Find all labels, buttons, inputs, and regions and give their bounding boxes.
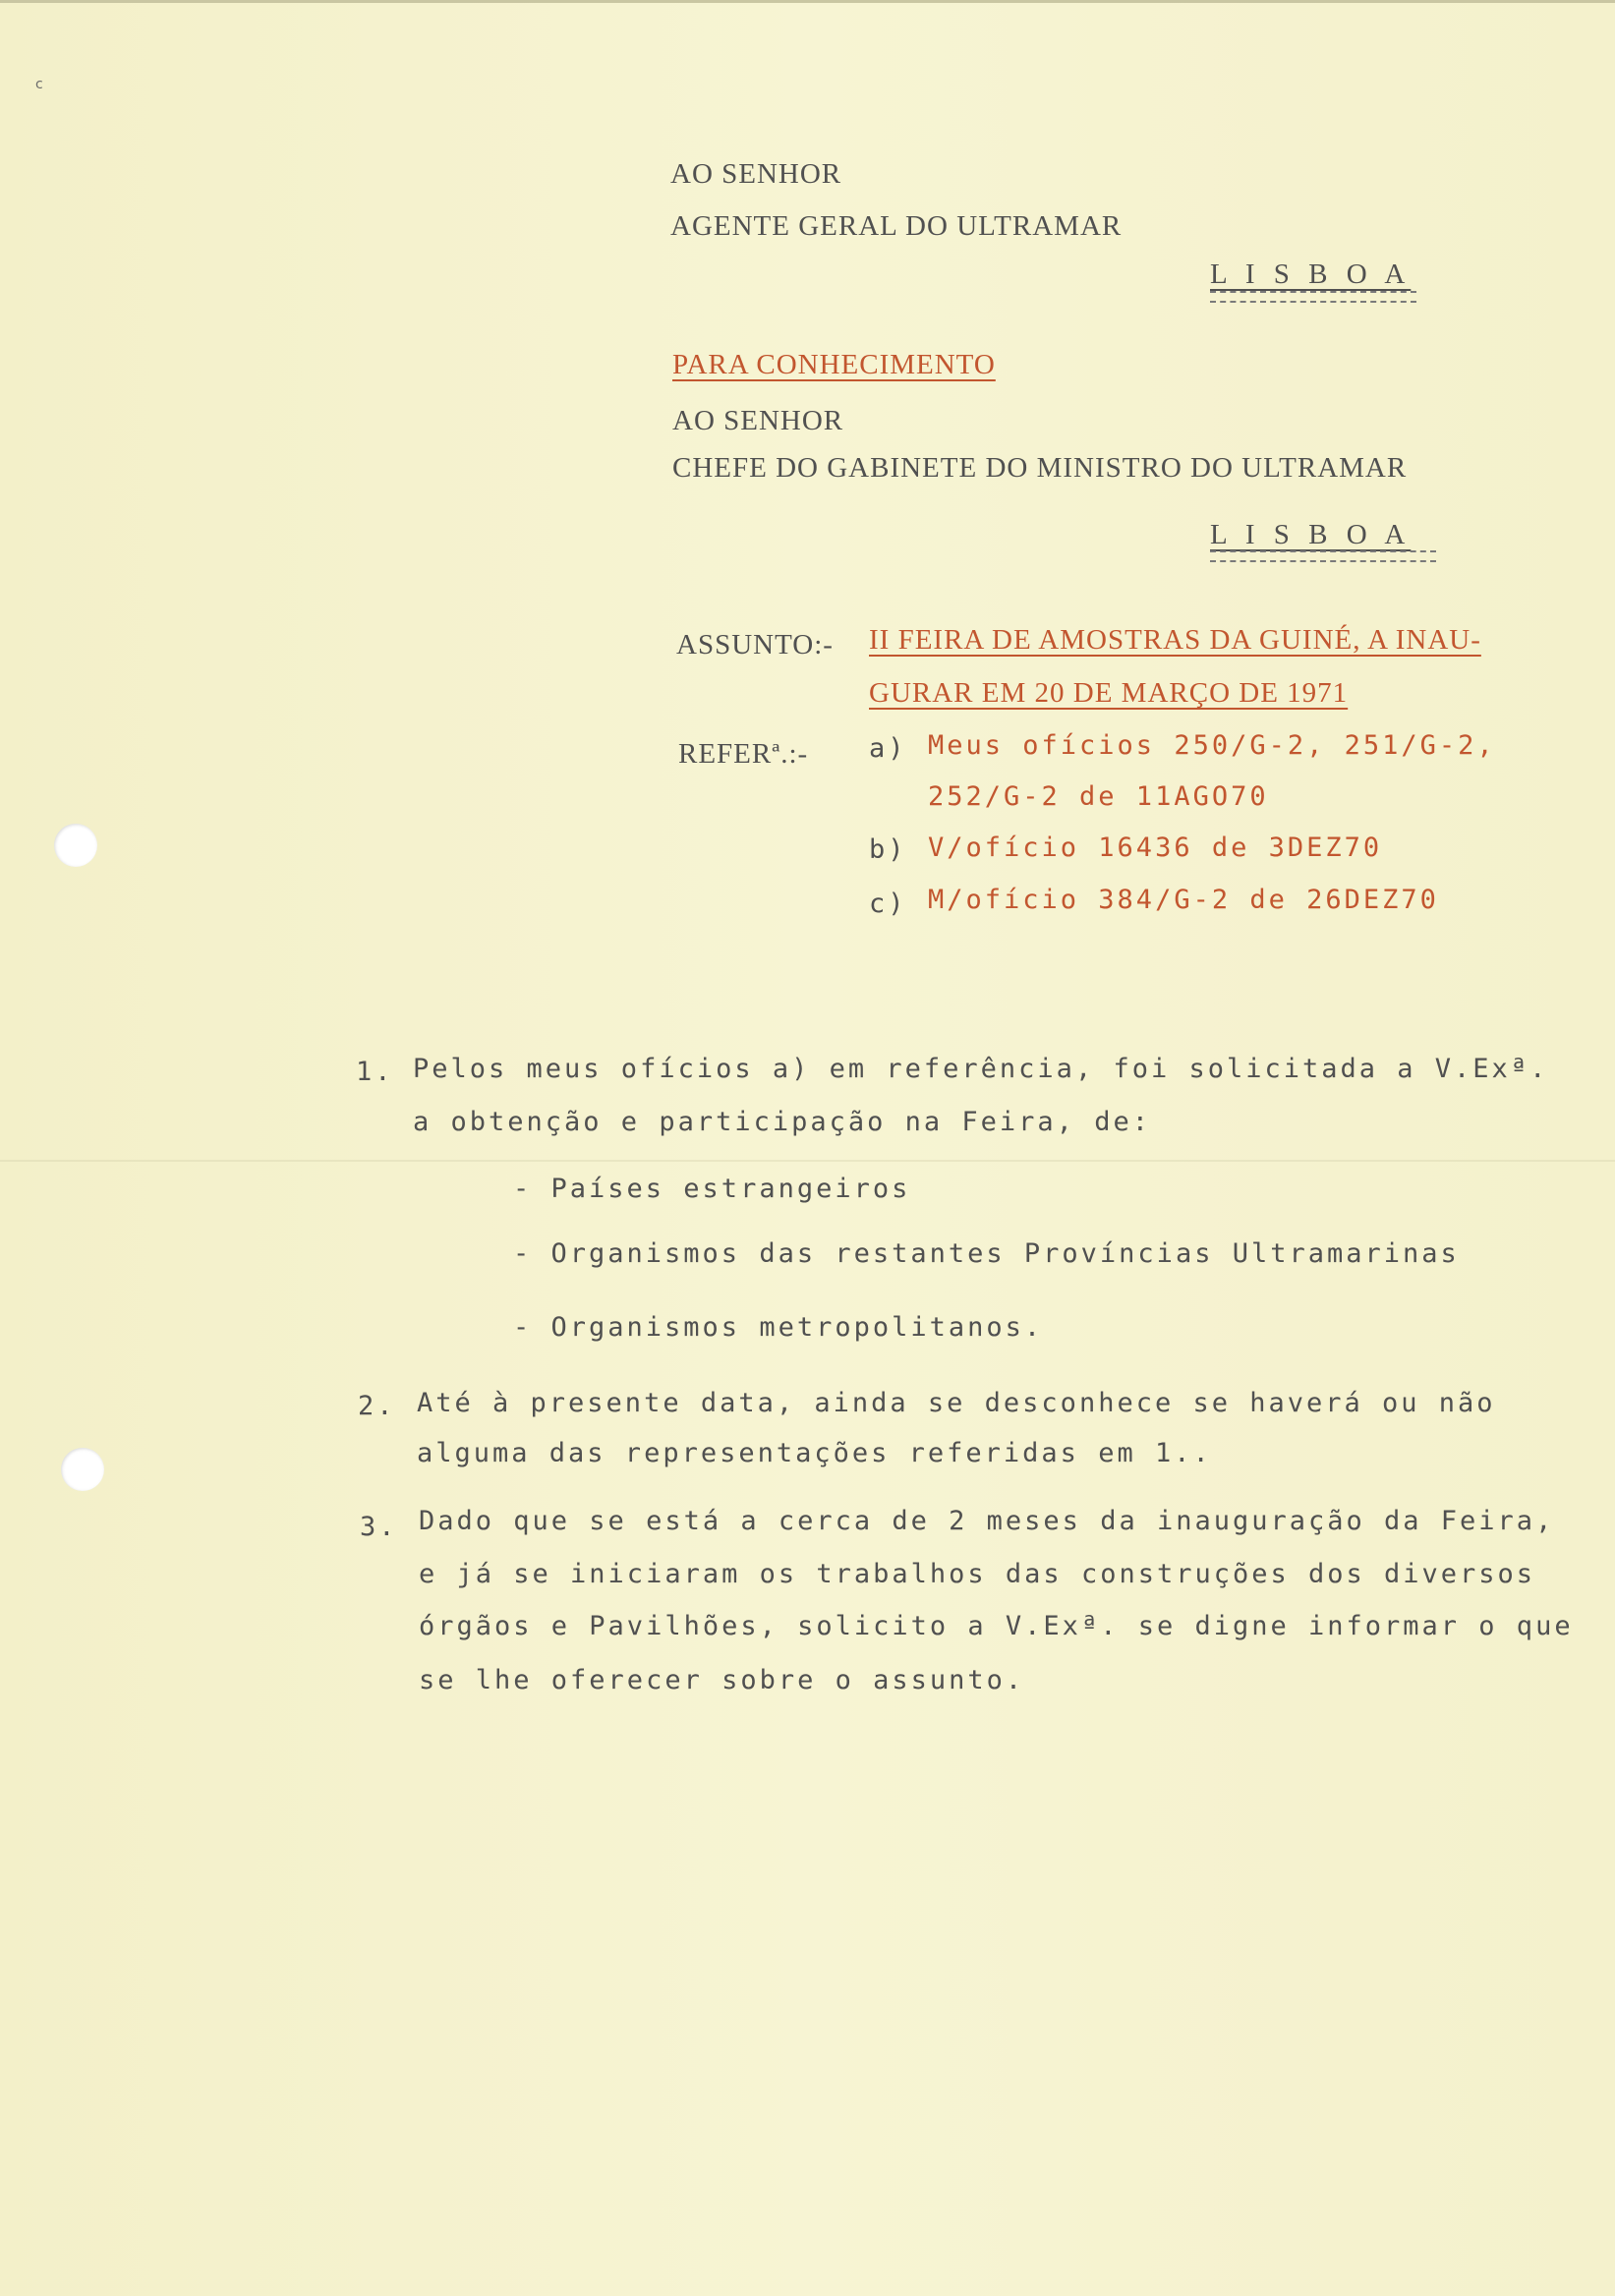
references-label: REFERª.:- xyxy=(678,738,809,770)
bullet-item: - Organismos das restantes Províncias Ultramarinas xyxy=(513,1238,1460,1269)
paragraph-2-number: 2. xyxy=(358,1391,396,1421)
cc-line-2: CHEFE DO GABINETE DO MINISTRO DO ULTRAMAR xyxy=(672,452,1408,484)
reference-c-line-1: M/ofício 384/G-2 de 26DEZ70 xyxy=(928,885,1439,915)
reference-marker-c: c) xyxy=(869,889,907,919)
paragraph-2-line-1: Até à presente data, ainda se desconhece se haverá ou não xyxy=(417,1388,1496,1418)
subject-line-2: GURAR EM 20 DE MARÇO DE 1971 xyxy=(869,677,1349,709)
reference-a-line-2: 252/G-2 de 11AGO70 xyxy=(928,781,1269,812)
paragraph-3-line-3: órgãos e Pavilhões, solicito a V.Exª. se digne informar o que xyxy=(419,1611,1574,1641)
address-line-2: AGENTE GERAL DO ULTRAMAR xyxy=(670,210,1123,242)
paragraph-3-number: 3. xyxy=(360,1512,398,1542)
punch-hole-top xyxy=(54,824,97,867)
paragraph-3-line-4: se lhe oferecer sobre o assunto. xyxy=(419,1665,1025,1695)
margin-mark: c xyxy=(35,77,43,92)
address-line-1: AO SENHOR xyxy=(670,158,842,190)
paragraph-1-line-2: a obtenção e participação na Feira, de: xyxy=(413,1107,1151,1137)
bullet-item: - Países estrangeiros xyxy=(513,1174,911,1204)
double-underline xyxy=(1210,550,1436,562)
paragraph-3-line-1: Dado que se está a cerca de 2 meses da inauguração da Feira, xyxy=(419,1506,1555,1536)
paper-fold-line xyxy=(0,1160,1615,1162)
paragraph-3-line-2: e já se iniciaram os trabalhos das construções dos diversos xyxy=(419,1559,1536,1589)
reference-a-line-1: Meus ofícios 250/G-2, 251/G-2, xyxy=(928,730,1496,761)
subject-label: ASSUNTO:- xyxy=(676,629,834,660)
top-edge xyxy=(0,0,1615,3)
bullet-item: - Organismos metropolitanos. xyxy=(513,1312,1044,1343)
punch-hole-bottom xyxy=(61,1448,104,1491)
cc-city: L I S B O A xyxy=(1210,519,1412,550)
paragraph-2-line-2: alguma das representações referidas em 1.. xyxy=(417,1438,1212,1468)
paragraph-1-number: 1. xyxy=(356,1057,394,1087)
subject-line-1: II FEIRA DE AMOSTRAS DA GUINÉ, A INAU- xyxy=(869,624,1481,656)
double-underline xyxy=(1210,291,1416,303)
cc-heading: PARA CONHECIMENTO xyxy=(672,349,996,380)
reference-marker-b: b) xyxy=(869,834,907,865)
cc-line-1: AO SENHOR xyxy=(672,405,844,436)
address-city: L I S B O A xyxy=(1210,258,1412,290)
reference-b-line-1: V/ofício 16436 de 3DEZ70 xyxy=(928,832,1383,863)
reference-marker-a: a) xyxy=(869,733,907,764)
paragraph-1-line-1: Pelos meus ofícios a) em referência, foi solicitada a V.Exª. xyxy=(413,1054,1549,1084)
